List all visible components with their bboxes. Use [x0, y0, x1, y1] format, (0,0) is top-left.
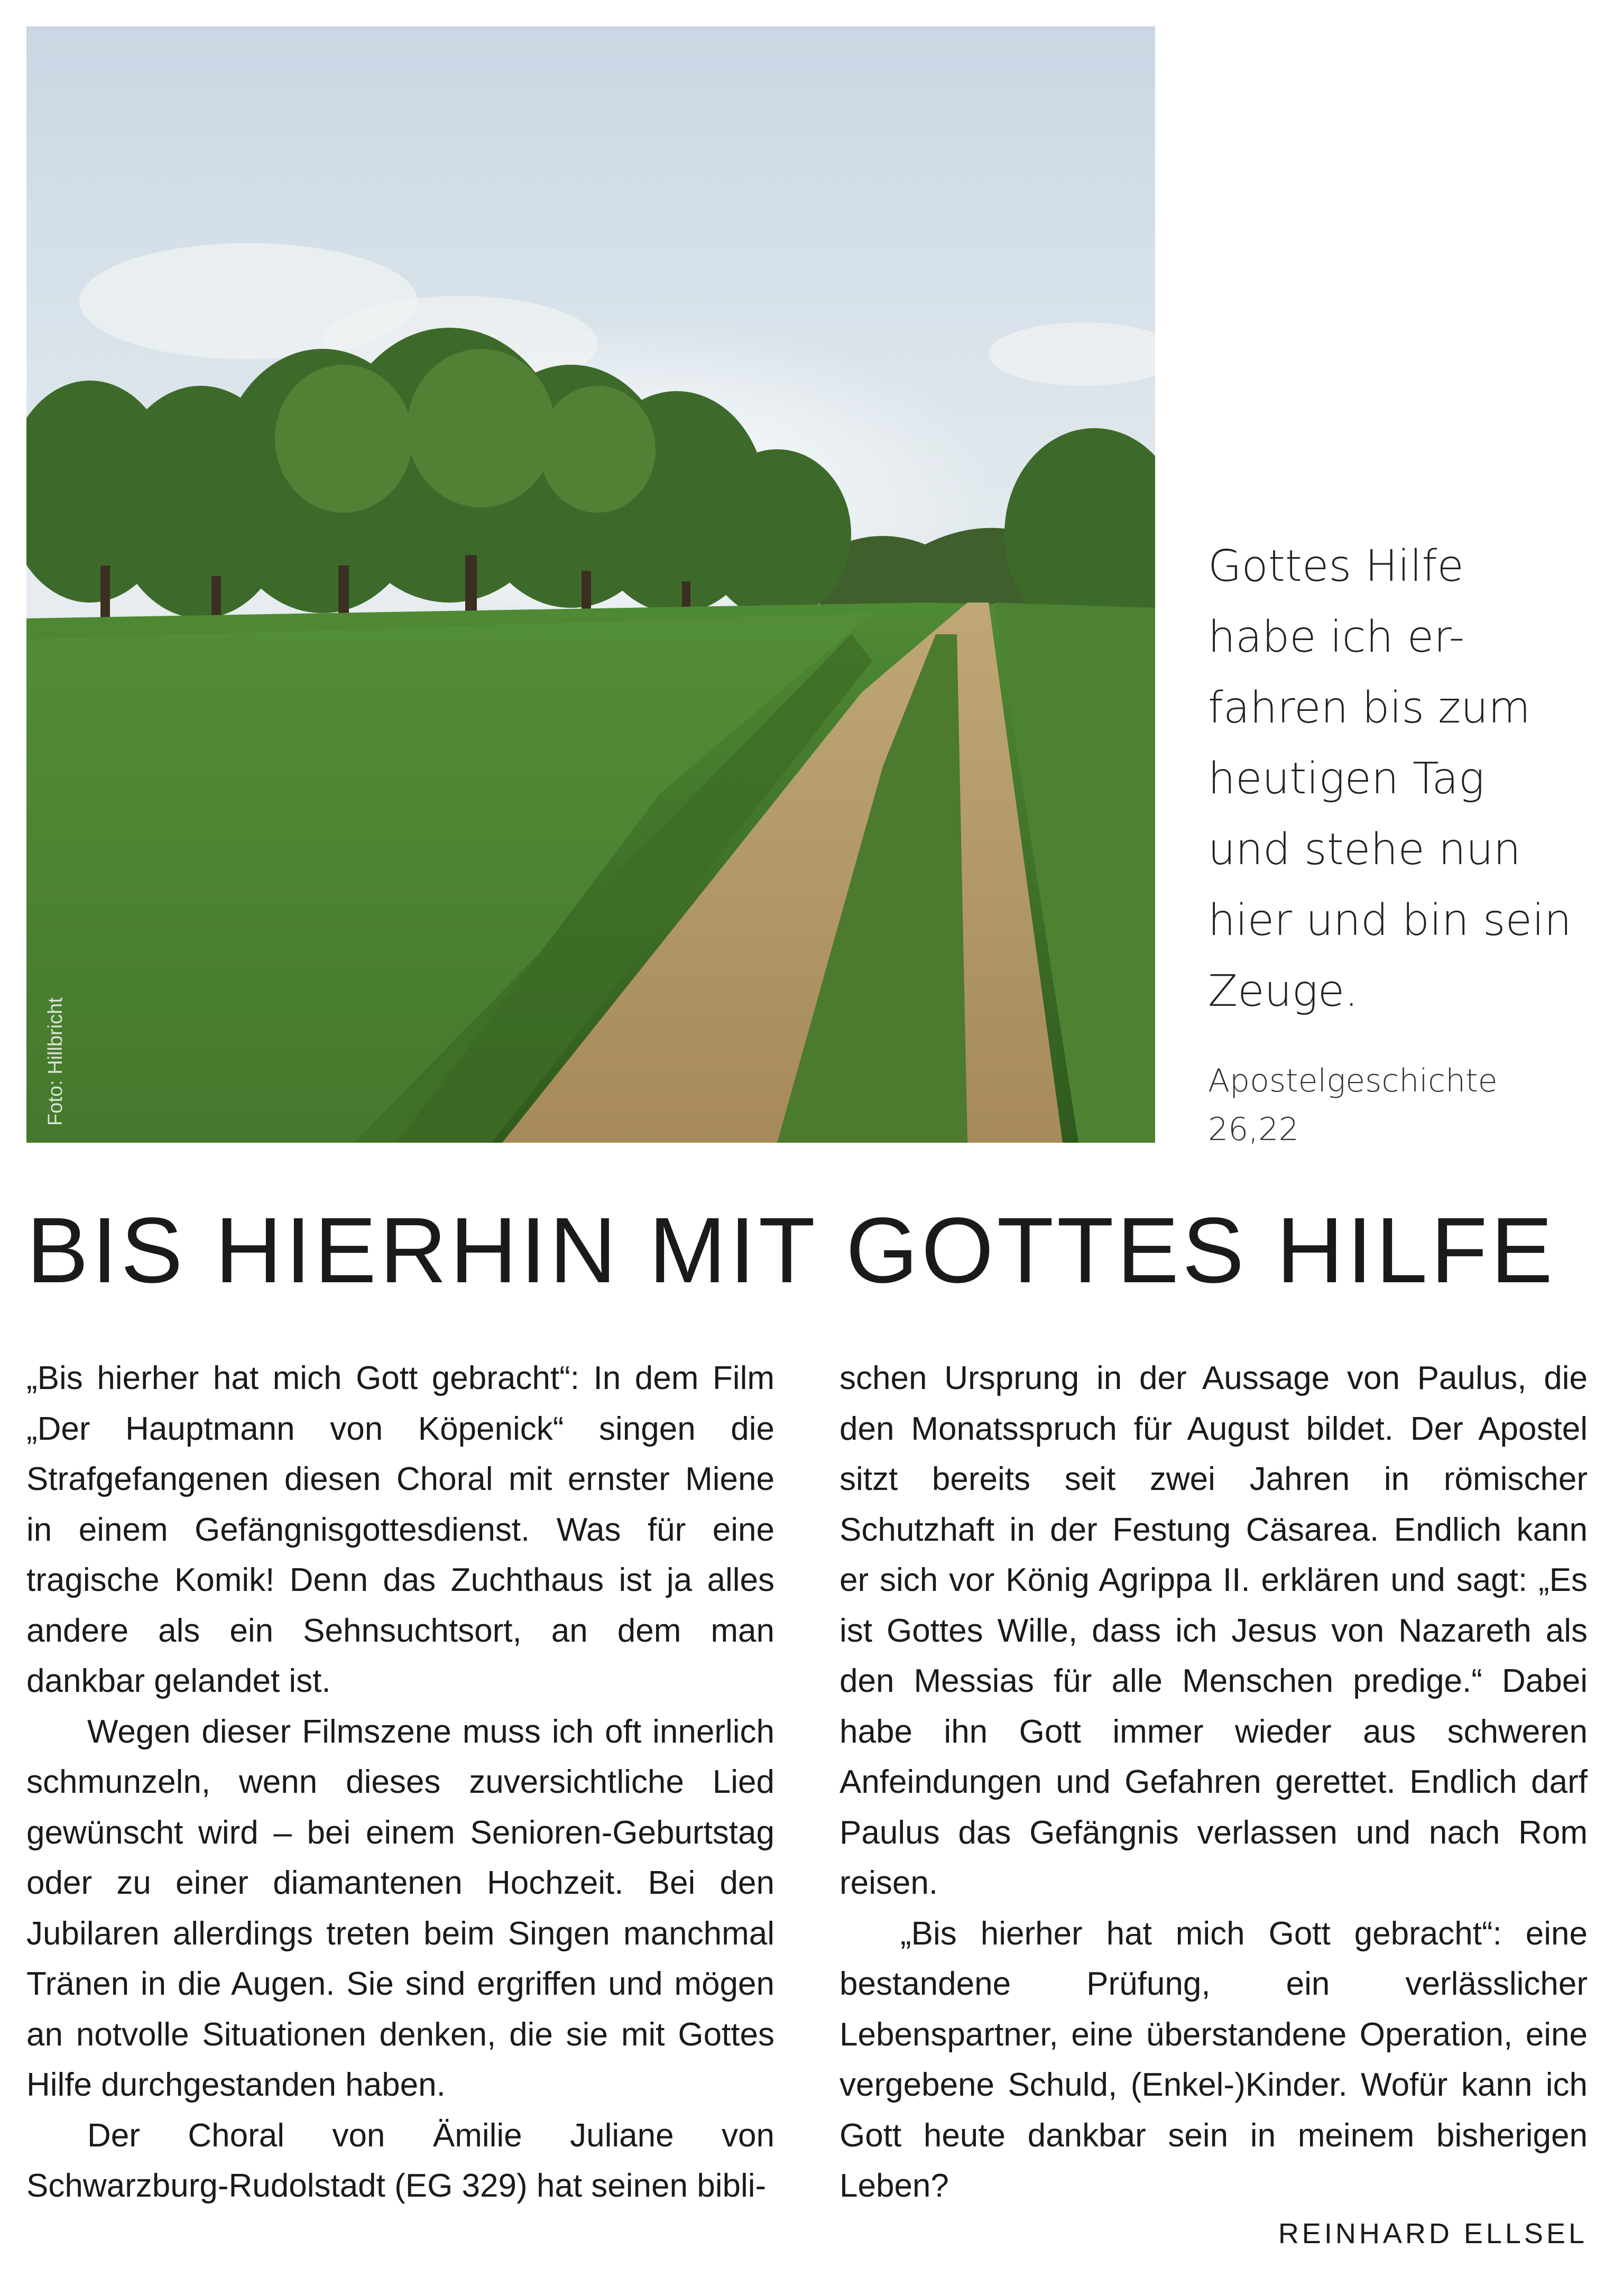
- paragraph: Der Choral von Ämilie Juliane von Schwarzburg-Rudolstadt (EG 329) hat seinen bibli-: [26, 2117, 774, 2204]
- body-column-left: [26, 1353, 774, 2211]
- paragraph: „Bis hierher hat mich Gott gebracht“: In dem Film „Der Hauptmann von Köpenick“ singen die Strafgefangenen diesen Choral mit ernster Miene in einem Gefängnisgottesdienst. Was für eine tragische Komik! Denn das Zuchthaus ist ja alles andere als ein Sehnsuchtsort, an dem man dankbar gelandet ist.: [26, 1360, 774, 1699]
- author-name: REINHARD ELLSEL: [1278, 2218, 1588, 2249]
- body-column-right: [840, 1353, 1588, 2211]
- paragraph: „Bis hierher hat mich Gott gebracht“: eine bestandene Prüfung, ein verlässlicher Lebenspartner, eine überstandene Operation, eine vergebene Schuld, (Enkel-)Kinder. Wofür kann ich Gott heute dankbar sein in meinem bisherigen Leben?: [840, 1915, 1588, 2204]
- photo-credit: Foto: Hillbricht: [44, 997, 67, 1126]
- verse-text-content: Gottes Hilfe habe ich er- fahren bis zum heutigen Tag und stehe nun hier und bin sein Zeuge.: [1208, 541, 1572, 1016]
- paragraph: schen Ursprung in der Aussage von Paulus, die den Monatsspruch für August bildet. Der Apostel sitzt bereits seit zwei Jahren in römischer Schutzhaft in der Festung Cäsarea. Endlich kann er sich vor König Agrippa II. erklären und sagt: „Es ist Gottes Wille, dass ich Jesus von Nazareth als den Messias für alle Menschen predige.“ Dabei habe ihn Gott immer wieder aus schweren Anfeindungen und Gefahren gerettet. Endlich darf Paulus das Gefängnis verlassen und nach Rom reisen.: [840, 1360, 1588, 1901]
- monthly-verse: [1208, 531, 1589, 1154]
- article-title: BIS HIERHIN MIT GOTTES HILFE: [26, 1199, 1556, 1302]
- paragraph: Wegen dieser Filmszene muss ich oft innerlich schmunzeln, wenn dieses zuversichtliche Lied gewünscht wird – bei einem Senioren-Geburtstag oder zu einer diamantenen Hochzeit. Bei den Jubilaren allerdings treten beim Singen manchmal Tränen in die Augen. Sie sind ergriffen und mögen an notvolle Situationen denken, die sie mit Gottes Hilfe durchgestanden haben.: [26, 1713, 774, 2103]
- verse-reference: Apostelgeschichte 26,22: [1208, 1062, 1498, 1148]
- verse-text: [1208, 531, 1589, 1027]
- landscape-photo: [26, 26, 1155, 1143]
- landscape-photo-icon: [26, 26, 1155, 1143]
